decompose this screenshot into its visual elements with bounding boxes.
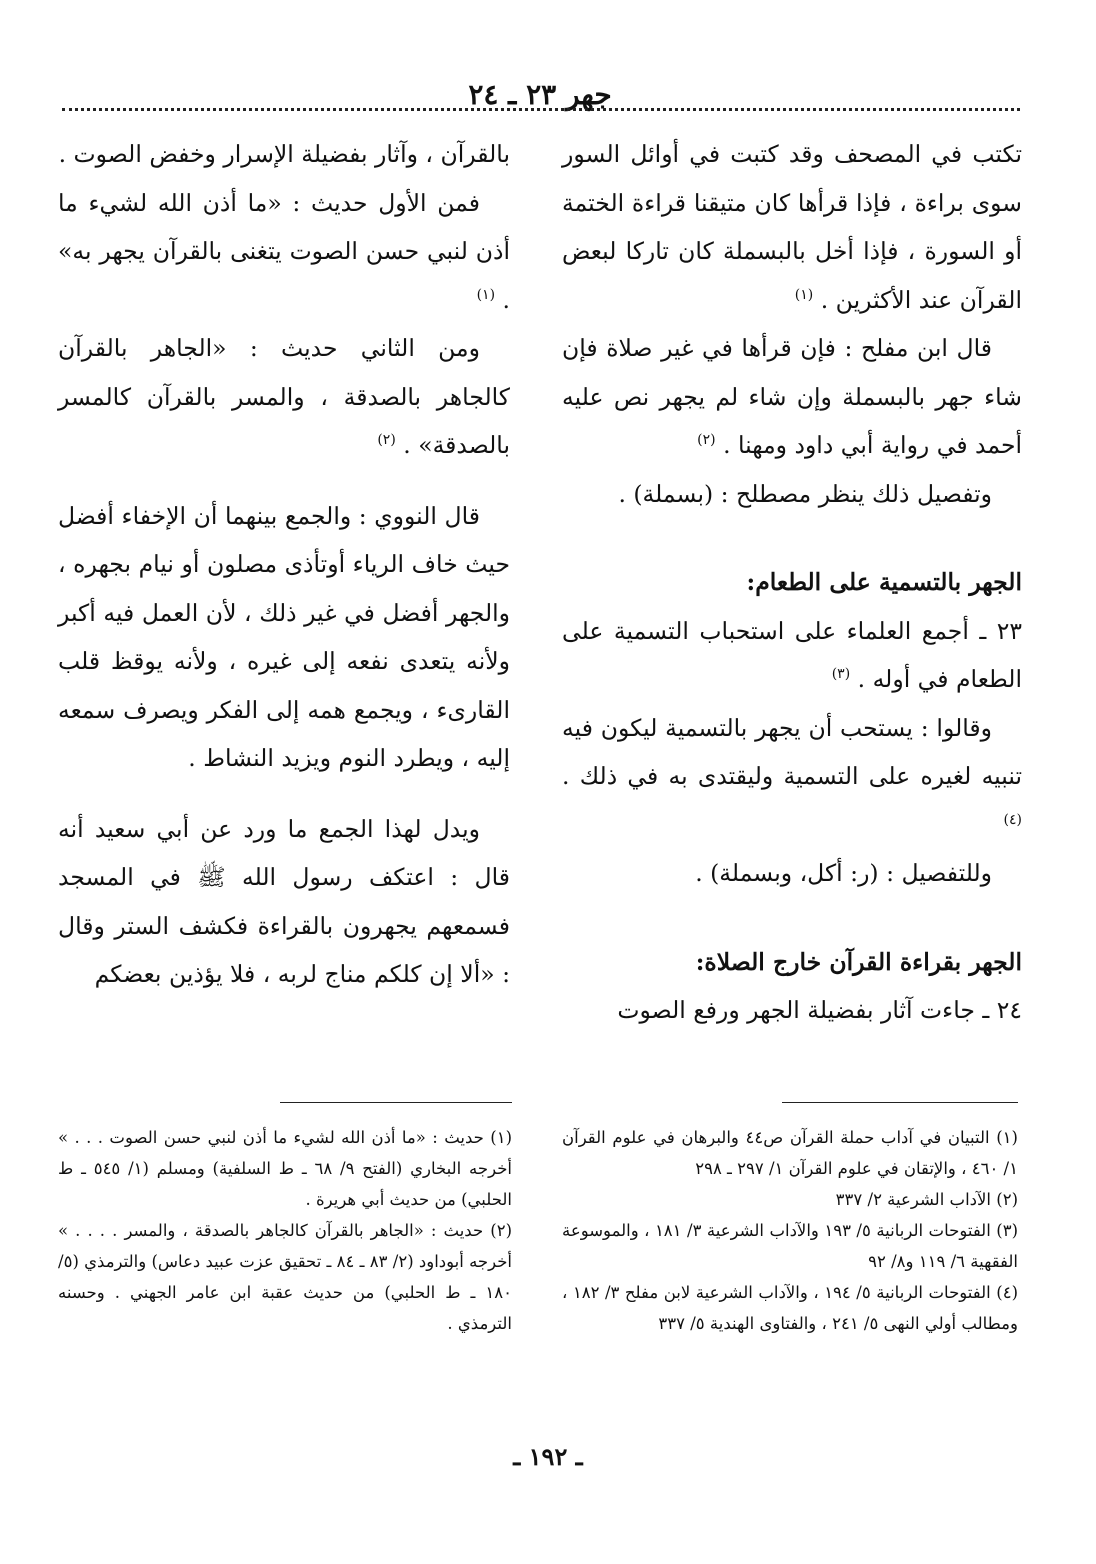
section-heading: الجهر بالتسمية على الطعام: bbox=[746, 568, 1022, 596]
footnote: (١) التبيان في آداب حملة القرآن ص٤٤ والبرهان في علوم القرآن ١/ ٤٦٠ ، والإتقان في علوم القرآن ١/ ٢٩٧ ـ ٢٩٨ bbox=[562, 1128, 1018, 1178]
footnote-ref: (٢) bbox=[697, 432, 716, 449]
paragraph: ٢٣ ـ أجمع العلماء على استحباب التسمية على الطعام في أوله . $^{(٣)}$ bbox=[562, 616, 1022, 693]
footnote: (٤) الفتوحات الربانية ٥/ ١٩٤ ، والآداب الشرعية لابن مفلح ٣/ ١٨٢ ، ومطالب أولي النهى ٥/ ٢٤١ ، والفتاوى الهندية ٥/ ٣٣٧ bbox=[562, 1283, 1018, 1333]
paragraph: تكتب في المصحف وقد كتبت في أوائل السور سوى براءة ، فإذا قرأها كان متيقنا قراءة الختمة أو السورة ، فإذا أخل بالبسملة كان تاركا لبعض القرآن عند الأكثرين . $^{(١)}$ bbox=[562, 140, 1022, 314]
footnote-ref: (٣) bbox=[831, 666, 851, 683]
footnote-ref: (١) bbox=[794, 286, 814, 303]
paragraph: ٢٤ ـ جاءت آثار بفضيلة الجهر ورفع الصوت bbox=[617, 996, 1022, 1024]
left-column bbox=[58, 130, 510, 999]
footnote-rule bbox=[280, 1102, 512, 1103]
footnote: (٣) الفتوحات الربانية ٥/ ١٩٣ والآداب الشرعية ٣/ ١٨١ ، والموسوعة الفقهية ٦/ ١١٩ و٨/ ٩٢ bbox=[562, 1221, 1018, 1271]
footnotes-right bbox=[562, 1122, 1018, 1339]
paragraph: بالقرآن ، وآثار بفضيلة الإسرار وخفض الصوت . bbox=[58, 140, 510, 168]
paragraph: قال ابن مفلح : فإن قرأها في غير صلاة فإن شاء جهر بالبسملة وإن شاء لم يجهر نص عليه أحمد في رواية أبي داود ومهنا . $^{(٢)}$ bbox=[562, 334, 1022, 459]
section-heading: الجهر بقراءة القرآن خارج الصلاة: bbox=[695, 947, 1022, 976]
right-column bbox=[562, 130, 1022, 1035]
footnote: (٢) الآداب الشرعية ٢/ ٣٣٧ bbox=[835, 1190, 1018, 1209]
paragraph: ويدل لهذا الجمع ما ورد عن أبي سعيد أنه قال : اعتكف رسول الله ﷺ في المسجد فسمعهم يجهرون بالقراءة فكشف الستر وقال : «ألا إن كلكم مناج لربه ، فلا يؤذين بعضكم bbox=[58, 814, 510, 988]
paragraph: وقالوا : يستحب أن يجهر بالتسمية ليكون فيه تنبيه لغيره على التسمية وليقتدى به في ذلك . $^{(٤)}$ bbox=[562, 713, 1022, 828]
footnote-ref: (٤) bbox=[1003, 811, 1022, 828]
footnote-ref: (٢) bbox=[377, 432, 396, 449]
footnote-rule bbox=[782, 1102, 1018, 1103]
page-header: جهر ٢٣ ـ ٢٤ bbox=[468, 78, 612, 111]
paragraph: فمن الأول حديث : «ما أذن الله لشيء ما أذن لنبي حسن الصوت يتغنى بالقرآن يجهر به» . $^{(١)}$ bbox=[58, 188, 510, 314]
paragraph: وللتفصيل : (ر: أكل، وبسملة) . bbox=[695, 859, 992, 887]
paragraph: وتفصيل ذلك ينظر مصطلح : (بسملة) . bbox=[618, 479, 992, 508]
footnotes-left bbox=[58, 1122, 512, 1339]
paragraph: قال النووي : والجمع بينهما أن الإخفاء أفضل حيث خاف الرياء أوتأذى مصلون أو نيام بجهره ، والجهر أفضل في غير ذلك ، لأن العمل فيه أكبر ولأنه يتعدى نفعه إلى غيره ، ولأنه يوقظ قلب القارىء ، ويجمع همه إلى الفكر ويصرف سمعه إليه ، ويطرد النوم ويزيد النشاط . bbox=[58, 501, 510, 772]
footnote: (١) حديث : «ما أذن الله لشيء ما أذن لنبي حسن الصوت . . . » أخرجه البخاري (الفتح ٩/ ٦٨ ـ ط السلفية) ومسلم (١/ ٥٤٥ ـ ط الحلبي) من حديث أبي هريرة . bbox=[58, 1128, 512, 1209]
footnote: (٢) حديث : «الجاهر بالقرآن كالجاهر بالصدقة ، والمسر . . . . » أخرجه أبوداود (٢/ ٨٣ ـ ٨٤ ـ تحقيق عزت عبيد دعاس) والترمذي (٥/ ١٨٠ ـ ط الحلبي) من حديث عقبة ابن عامر الجهني . وحسنه الترمذي . bbox=[58, 1221, 513, 1333]
header-divider bbox=[62, 108, 1020, 111]
paragraph: ومن الثاني حديث : «الجاهر بالقرآن كالجاهر بالصدقة ، والمسر بالقرآن كالمسر بالصدقة» . $^{(٢)}$ bbox=[58, 334, 510, 459]
footnote-ref: (١) bbox=[476, 286, 496, 303]
page-number: ـ ١٩٢ ـ bbox=[513, 1442, 583, 1471]
